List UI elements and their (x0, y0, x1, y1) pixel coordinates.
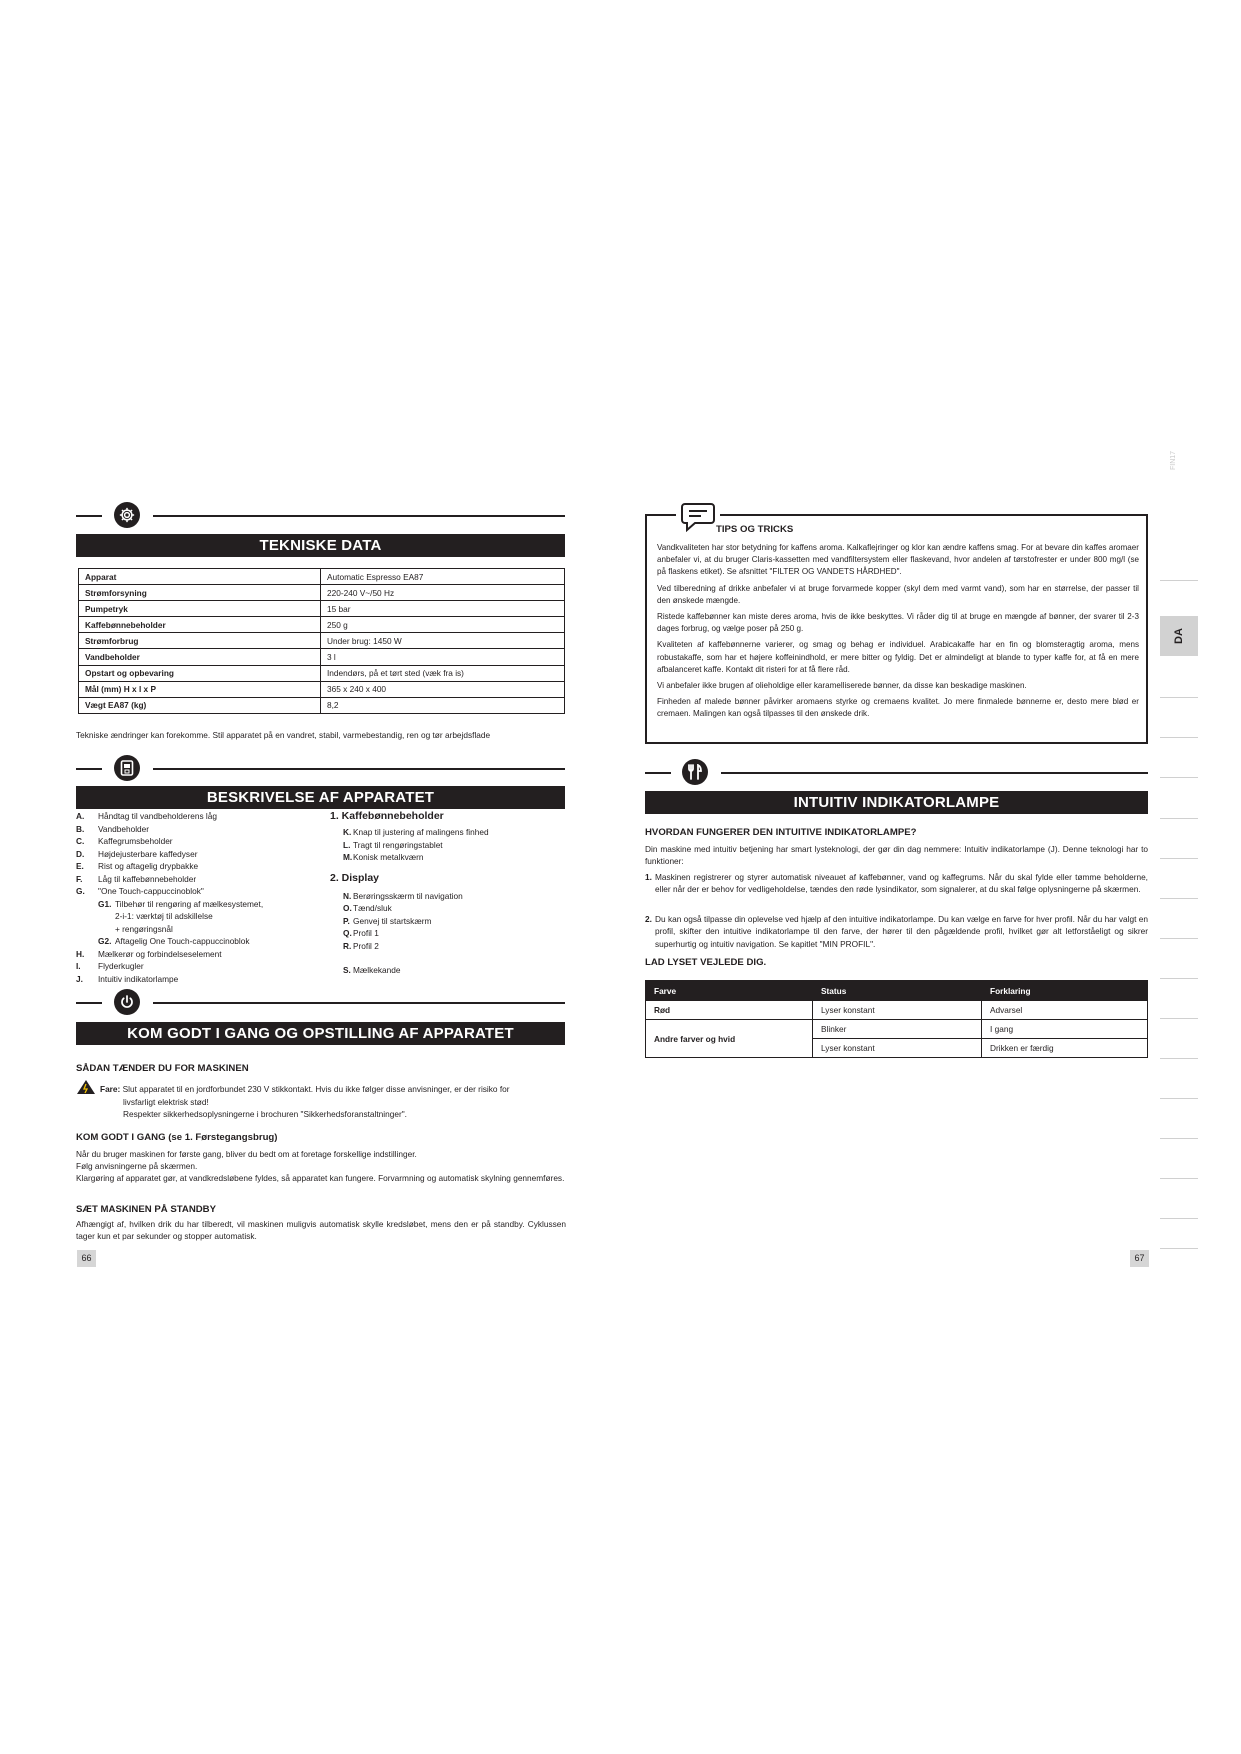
paragraph: Ristede kaffebønner kan miste deres aroma, hvis de ikke beskyttes. Vi råder dig til at bruge en mængde af bønner, der svarer til 2-3 dages forbrug, og vælge poser på 250 g. (657, 612, 1139, 634)
table-row: Mål (mm) H x l x P 365 x 240 x 400 (79, 681, 565, 697)
section-rule-right (153, 515, 565, 517)
page-number: 66 (77, 1250, 96, 1267)
paragraph: Afhængigt af, hvilken drik du har tilberedt, vil maskinen muligvis automatisk skylle kredsløbet, mens den er på standby. Cyklussen tager kun et par sekunder og stopper automatisk. (76, 1219, 566, 1242)
tech-title-bar: TEKNISKE DATA (76, 534, 565, 557)
list-item: J. Intuitiv indikatorlampe (76, 973, 179, 984)
list-item: D. Højdejusterbare kaffedyser (76, 848, 198, 859)
list-item: Q. Profil 1 (343, 928, 379, 938)
list-item: R. Profil 2 (343, 940, 379, 951)
numbered-item: 1. Maskinen registrerer og styrer automatisk niveauet af kaffebønner, vand og kaffegrums. Når du skal fylde eller tømme beholderne, eller når der er behov for vedligeholdelse, tændes den røde lysindikator, som signalerer, at du skal følge oplysningerne på skærmen. (645, 872, 1148, 895)
desc-title-bar: BESKRIVELSE AF APPARATET (76, 786, 565, 809)
section-rule-left (76, 1002, 102, 1004)
list-item: F. Låg til kaffebønnebeholder (76, 873, 197, 884)
parts-list-left (76, 810, 326, 985)
list-item: L. Tragt til rengøringstablet (343, 839, 443, 850)
tab-divider (1160, 1178, 1198, 1179)
table-row: Vandbeholder 3 l (79, 649, 565, 665)
tips-content (657, 542, 1139, 721)
power-icon (114, 989, 140, 1015)
parts-list-right (330, 810, 560, 977)
tab-divider (1160, 818, 1198, 819)
section-rule-left (76, 768, 102, 770)
list-item: O. Tænd/sluk (343, 903, 392, 913)
tab-divider (1160, 1218, 1198, 1219)
language-tab: DA (1160, 616, 1198, 656)
list-item: G. "One Touch-cappuccinoblok" (76, 886, 204, 896)
side-text: FIN17 (1170, 450, 1177, 470)
table-row: Strømforsyning 220-240 V~/50 Hz (79, 585, 565, 601)
section-rule-left (645, 772, 671, 774)
section-rule-left (76, 515, 102, 517)
tab-divider (1160, 1098, 1198, 1099)
page-number: 67 (1130, 1250, 1149, 1267)
section-heading: 1. Kaffebønnebeholder (330, 810, 444, 822)
table-row: Pumpetryk 15 bar (79, 601, 565, 617)
list-item: M. Konisk metalkværn (343, 852, 424, 862)
coffee-machine-icon (114, 755, 140, 781)
paragraph: Din maskine med intuitiv betjening har smart lysteknologi, der gør din dag nemmere: Intuitiv indikatorlampe (J). Denne teknologi har to funktioner: (645, 844, 1148, 867)
paragraph: Følg anvisningerne på skærmen. (76, 1161, 198, 1171)
list-item: C. Kaffegrumsbeholder (76, 836, 173, 846)
paragraph: Kvaliteten af kaffebønnerne varierer, og smag og behag er individuel. Arabicakaffe har en fin og blomsteragtig aroma, mens robustakaffe, som har et højere koffeinindhold, er mere bitter og fyldig. Det er almindeligt at blande to typer kaffe for, at få en mere afbalanceret kaffe. Kontakt dit risteri for at få flere råd. (657, 640, 1139, 674)
section-rule-right (153, 768, 565, 770)
table-row: Opstart og opbevaring Indendørs, på et tørt sted (væk fra is) (79, 665, 565, 681)
paragraph: Når du bruger maskinen for første gang, bliver du bedt om at foretage forskellige indstillinger. (76, 1149, 417, 1159)
paragraph: Finheden af malede bønner påvirker aromaens styrke og cremaens kvalitet. Jo mere finmalede bønnerne er, desto mere blød er cremaen. Malingen kan også tilpasses til den ønskede drik. (657, 697, 1139, 719)
section-rule-right (721, 772, 1148, 774)
table-row: Strømforbrug Under brug: 1450 W (79, 633, 565, 649)
gear-icon (114, 502, 140, 528)
tech-note: Tekniske ændringer kan forekomme. Stil apparatet på en vandret, stabil, varmebestandig, ren og tør arbejdsflade (76, 730, 491, 740)
tab-divider (1160, 1018, 1198, 1019)
tab-divider (1160, 1248, 1198, 1249)
list-item: P. Genvej til startskærm (343, 915, 432, 926)
paragraph: Vi anbefaler ikke brugen af olieholdige eller karamelliserede bønner, da disse kan beskadige maskinen. (657, 681, 1027, 691)
tips-title: TIPS OG TRICKS (716, 524, 794, 535)
heading-how-it-works: HVORDAN FUNGERER DEN INTUITIVE INDIKATORLAMPE? (645, 827, 917, 838)
table-row: Rød Lyser konstant Advarsel (646, 1001, 1148, 1020)
tab-divider (1160, 1058, 1198, 1059)
section-heading: 2. Display (330, 871, 380, 884)
tab-divider (1160, 858, 1198, 859)
cutlery-icon (682, 759, 708, 785)
list-item: B. Vandbeholder (76, 823, 150, 834)
list-item: G1. Tilbehør til rengøring af mælkesystemet, (98, 898, 264, 909)
table-row: Kaffebønnebeholder 250 g (79, 617, 565, 633)
warning-text: Fare: Slut apparatet til en jordforbundet 230 V stikkontakt. Hvis du ikke følger disse anvisninger, er der risiko for livsfarligt elektrisk stød! Respekter sikkerhedsoplysningerne i brochuren "Sikkerhedsforanstaltninger". (100, 1084, 510, 1119)
tab-divider (1160, 978, 1198, 979)
warning-icon (76, 1079, 96, 1100)
list-item: S. Mælkekande (343, 965, 401, 975)
column-header: Status (813, 981, 982, 1001)
tab-divider (1160, 777, 1198, 778)
table-row: Lyser konstant Drikken er færdig (646, 1039, 1148, 1058)
paragraph: Vandkvaliteten har stor betydning for kaffens aroma. Kalkaflejringer og klor kan ændre kaffens smag. For at bevare din kaffes aromaer anbefaler vi, at du bruger Claris-kassetten med vandfiltersystem eller flaskevand, hvor andelen af tørstofrester er under 800 mg/l (se på flaskens etiket). Se afsnittet "FILTER OG VANDETS HÅRDHED". (657, 543, 1139, 577)
numbered-item: 2. Du kan også tilpasse din oplevelse ved hjælp af den intuitive indikatorlampe. Du kan vælge en farve for hver profil. Når du har valgt en profil, skifter den intuitive indikatorlampe til den farve, der hører til den pågældende profil, hvilket gør alt letforståeligt og sikrer superhurtig og intuitiv navigation. Se kapitlet "MIN PROFIL". (645, 914, 1148, 949)
list-item: E. Rist og aftagelig drypbakke (76, 861, 199, 871)
paragraph: Ved tilberedning af drikke anbefaler vi at bruge forvarmede kopper (skyl dem med varmt vand), som har en størrelse, der passer til den ønskede mængde. (657, 583, 1139, 605)
list-item: K. Knap til justering af malingens finhed (343, 827, 489, 837)
list-item: A. Håndtag til vandbeholderens låg (76, 811, 218, 821)
list-item: H. Mælkerør og forbindelseselement (76, 948, 222, 959)
tech-table (78, 568, 565, 714)
column-header: Farve (646, 981, 813, 1001)
tab-divider (1160, 938, 1198, 939)
heading-getting-started: KOM GODT I GANG (se 1. Førstegangsbrug) (76, 1132, 278, 1143)
section-rule-right (153, 1002, 565, 1004)
table-row: Apparat Automatic Espresso EA87 (79, 569, 565, 585)
table-row: Vægt EA87 (kg) 8,2 (79, 697, 565, 713)
heading-standby: SÆT MASKINEN PÅ STANDBY (76, 1204, 217, 1215)
lamp-table (645, 980, 1148, 1058)
list-item: N. Berøringsskærm til navigation (343, 890, 463, 901)
tab-divider (1160, 898, 1198, 899)
heading-let-light-guide: LAD LYSET VEJLEDE DIG. (645, 957, 767, 968)
speech-bubble-icon (676, 502, 720, 537)
tab-divider (1160, 1138, 1198, 1139)
paragraph: Klargøring af apparatet gør, at vandkredsløbene fyldes, så apparatet kan fungere. Forvarmning og automatisk skylning gennemføres. (76, 1173, 565, 1183)
table-header-row (646, 981, 1148, 1001)
column-header: Forklaring (982, 981, 1148, 1001)
list-item: G2. Aftagelig One Touch-cappuccinoblok (98, 936, 250, 946)
heading-power-on: SÅDAN TÆNDER DU FOR MASKINEN (76, 1063, 249, 1074)
table-row: Andre farver og hvid Blinker I gang (646, 1020, 1148, 1039)
list-item: + rengøringsnål (115, 923, 173, 934)
start-title-bar: KOM GODT I GANG OG OPSTILLING AF APPARATET (76, 1022, 565, 1045)
list-item: I. Flyderkugler (76, 961, 144, 971)
lamp-title-bar: INTUITIV INDIKATORLAMPE (645, 791, 1148, 814)
tab-divider (1160, 697, 1198, 698)
tab-divider (1160, 737, 1198, 738)
list-item: 2-i-1: værktøj til adskillelse (115, 911, 213, 921)
tab-divider (1160, 580, 1198, 581)
